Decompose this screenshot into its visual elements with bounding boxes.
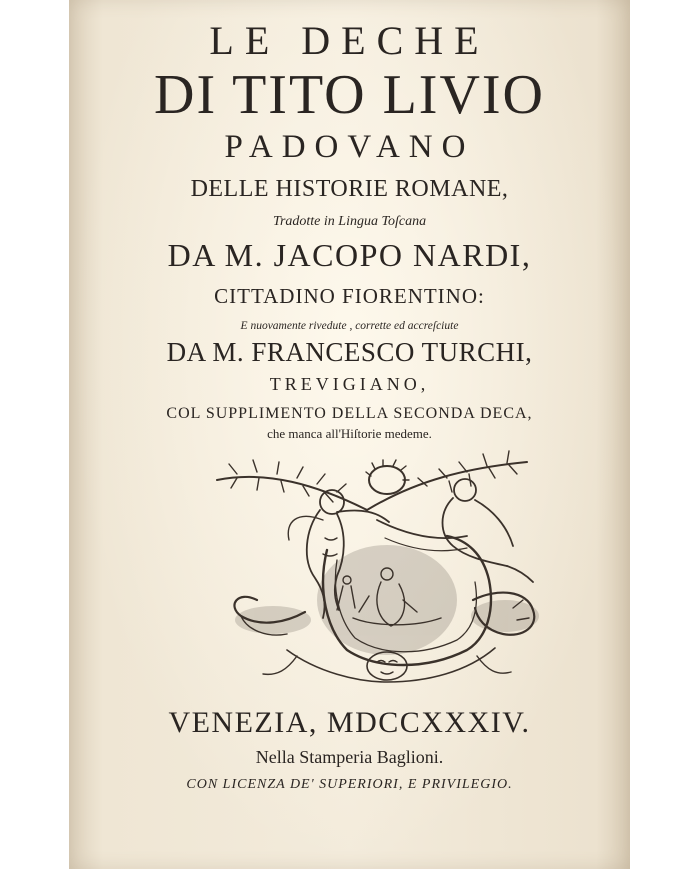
printer-vignette-engraving bbox=[177, 450, 549, 690]
reviser-name: DA M. FRANCESCO TURCHI, bbox=[166, 337, 533, 367]
translation-note: Tradotte in Lingua Toſcana bbox=[272, 214, 427, 229]
title-line-2: DI TITO LIVIO bbox=[154, 64, 545, 126]
imprint-license: CON LICENZA DE' SUPERIORI, E PRIVILEGIO. bbox=[186, 777, 513, 792]
title-line-1: LE DECHE bbox=[209, 18, 490, 63]
translator-name: DA M. JACOPO NARDI, bbox=[167, 237, 532, 273]
reviser-origin: TREVIGIANO, bbox=[269, 374, 430, 394]
imprint-place-date: VENEZIA, MDCCXXXIV. bbox=[168, 706, 531, 739]
translator-origin: CITTADINO FIORENTINO: bbox=[214, 284, 485, 308]
supplement-line: COL SUPPLIMENTO DELLA SECONDA DECA, bbox=[166, 405, 533, 422]
title-page bbox=[69, 0, 630, 869]
imprint-printer: Nella Stamperia Baglioni. bbox=[255, 747, 444, 767]
supplement-note: che manca all'Hiſtorie medeme. bbox=[267, 426, 432, 441]
revision-note: E nuovamente rivedute , corrette ed accreſciute bbox=[240, 320, 459, 332]
title-line-3: PADOVANO bbox=[224, 129, 475, 165]
subtitle-line: DELLE HISTORIE ROMANE, bbox=[190, 176, 509, 202]
